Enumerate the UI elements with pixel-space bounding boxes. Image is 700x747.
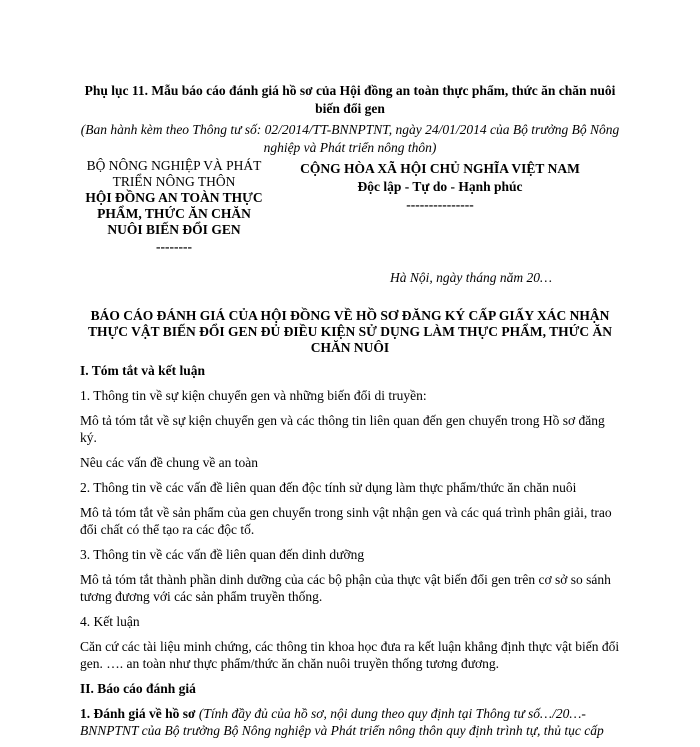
issuer-header bbox=[80, 158, 268, 256]
report-body bbox=[80, 362, 620, 747]
section-1-item-3: 3. Thông tin về các vấn đề liên quan đến dinh dưỡng bbox=[80, 547, 365, 562]
section-1-item-1: 1. Thông tin về sự kiện chuyển gen và những biến đổi di truyền: bbox=[80, 388, 427, 403]
section-1-paragraph: Mô tả tóm tắt về sản phẩm của gen chuyển trong sinh vật nhận gen và các quá trình phân giải, trao đổi chất có thể tạo ra các độc tố. bbox=[80, 505, 612, 537]
date-line: Hà Nội, ngày tháng năm 20… bbox=[390, 270, 552, 285]
section-1-item-4: 4. Kết luận bbox=[80, 614, 140, 629]
appendix-title: Phụ lục 11. Mẫu báo cáo đánh giá hồ sơ của Hội đồng an toàn thực phẩm, thức ăn chăn nuôi biến đổi gen bbox=[84, 83, 616, 116]
appendix-note: (Ban hành kèm theo Thông tư số: 02/2014/TT-BNNPTNT, ngày 24/01/2014 của Bộ trưởng Bộ Nông nghiệp và Phát triển nông thôn) bbox=[80, 122, 620, 155]
nation-name: CỘNG HÒA XÃ HỘI CHỦ NGHĨA VIỆT NAM bbox=[300, 161, 580, 176]
section-1-item-2: 2. Thông tin về các vấn đề liên quan đến độc tính sử dụng làm thực phẩm/thức ăn chăn nuôi bbox=[80, 480, 577, 495]
section-1-paragraph: Nêu các vấn đề chung về an toàn bbox=[80, 455, 259, 470]
section-1-heading: I. Tóm tắt và kết luận bbox=[80, 363, 206, 378]
ministry-name: BỘ NÔNG NGHIỆP VÀ PHÁT TRIỂN NÔNG THÔN bbox=[86, 158, 262, 189]
report-title: BÁO CÁO ĐÁNH GIÁ CỦA HỘI ĐỒNG VỀ HỒ SƠ ĐĂNG KÝ CẤP GIẤY XÁC NHẬN THỰC VẬT BIẾN ĐỔI GEN ĐỦ ĐIỀU KIỆN SỬ DỤNG LÀM THỰC PHẨM, THỨC ĂN CHĂN NUÔI bbox=[88, 308, 612, 355]
issuer-divider: -------- bbox=[156, 239, 192, 254]
council-name: HỘI ĐỒNG AN TOÀN THỰC PHẨM, THỨC ĂN CHĂN NUÔI BIẾN ĐỔI GEN bbox=[85, 190, 263, 237]
section-2-item-1-text: (Tính đầy đủ của hồ sơ, nội dung theo quy định tại Thông tư số…/20…-BNNPTNT của Bộ trưởng Bộ Nông nghiệp và Phát triển nông thôn quy định trình tự, thủ tục cấp bbox=[80, 706, 604, 738]
section-2-item-1 bbox=[80, 705, 620, 739]
section-2-item-1-label: 1. Đánh giá về hồ sơ bbox=[80, 706, 196, 721]
section-1-paragraph: Căn cứ các tài liệu minh chứng, các thông tin khoa học đưa ra kết luận khẳng định thực vật biến đổi gen. …. an toàn như thực phẩm/thức ăn chăn nuôi truyền thống tương đương. bbox=[80, 639, 620, 671]
national-motto: Độc lập - Tự do - Hạnh phúc bbox=[357, 179, 523, 194]
national-header bbox=[270, 160, 610, 214]
section-2-heading: II. Báo cáo đánh giá bbox=[80, 681, 196, 696]
section-1-paragraph: Mô tả tóm tắt về sự kiện chuyển gen và các thông tin liên quan đến gen chuyển trong Hồ sơ đăng ký. bbox=[80, 413, 605, 445]
section-1-paragraph: Mô tả tóm tắt thành phần dinh dưỡng của các bộ phận của thực vật biến đổi gen trên cơ sở so sánh tương đương với các sản phẩm truyền thống. bbox=[80, 572, 611, 604]
national-divider: --------------- bbox=[406, 197, 474, 212]
